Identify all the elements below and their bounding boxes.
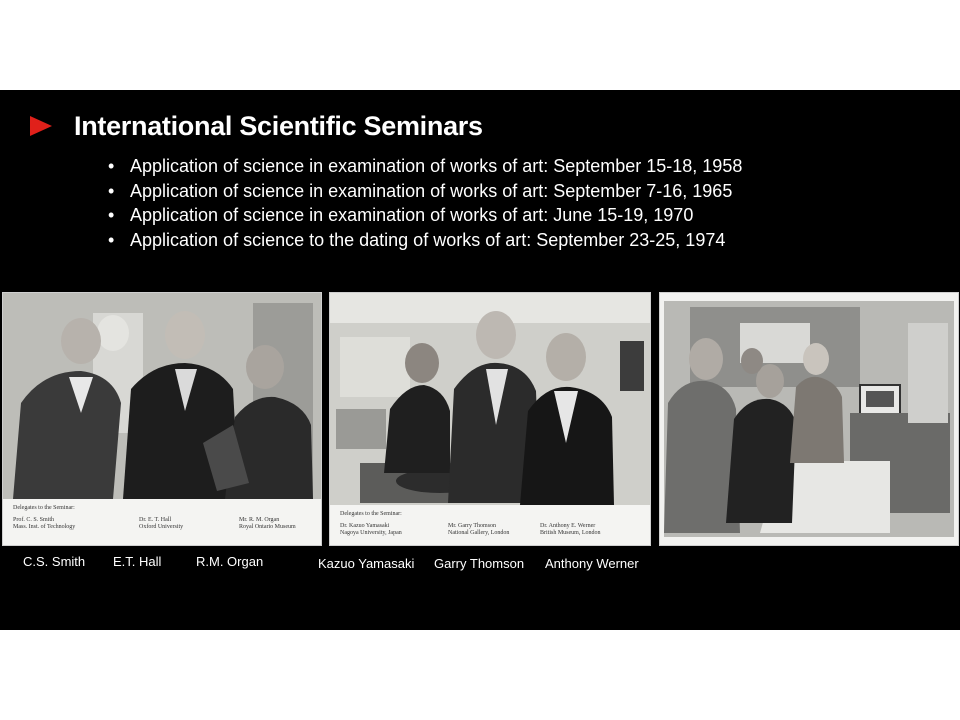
bullet-dot-icon: • bbox=[108, 205, 115, 225]
name-label: Anthony Werner bbox=[545, 556, 639, 571]
bullet-list bbox=[108, 154, 742, 252]
name-label: E.T. Hall bbox=[113, 554, 162, 569]
bullet-dot-icon: • bbox=[108, 180, 115, 201]
name-label: C.S. Smith bbox=[23, 554, 86, 569]
photo-image bbox=[660, 293, 958, 545]
slide bbox=[0, 90, 960, 630]
name-label: R.M. Organ bbox=[196, 554, 264, 569]
photo-caption: Delegates to the Seminar: Prof. C. S. Smith Mass. Inst. of Technology Dr. E. T. Hall Oxford University Mr. R. M. Organ Royal Ontario Museum bbox=[3, 499, 321, 545]
bullet-item: • Application of science to the dating of works of art: September 23-25, 1974 bbox=[108, 228, 742, 253]
triangle-bullet-icon bbox=[30, 116, 52, 136]
title-row bbox=[30, 108, 483, 144]
bullet-dot-icon: • bbox=[108, 156, 115, 176]
photo-smith-hall-organ bbox=[2, 292, 322, 546]
slide-title: International Scientific Seminars bbox=[74, 110, 483, 141]
bullet-item: • Application of science in examination of works of art: September 15-18, 1958 bbox=[108, 154, 742, 179]
photo-caption: Delegates to the Seminar: Dr. Kazuo Yamasaki Nagoya University, Japan Mr. Garry Thomson National Gallery, London Dr. Anthony E. Werner British Museum, London bbox=[330, 505, 650, 545]
photo-yamasaki-thomson-werner bbox=[329, 292, 651, 546]
photo-seminar-room bbox=[659, 292, 959, 546]
bullet-item: • Application of science in examination of works of art: June 15-19, 1970 bbox=[108, 203, 742, 228]
name-label: Kazuo Yamasaki bbox=[318, 556, 415, 571]
bullet-dot-icon: • bbox=[108, 229, 115, 250]
bullet-item: • Application of science in examination of works of art: September 7-16, 1965 bbox=[108, 179, 742, 204]
name-label: Garry Thomson bbox=[434, 556, 525, 571]
